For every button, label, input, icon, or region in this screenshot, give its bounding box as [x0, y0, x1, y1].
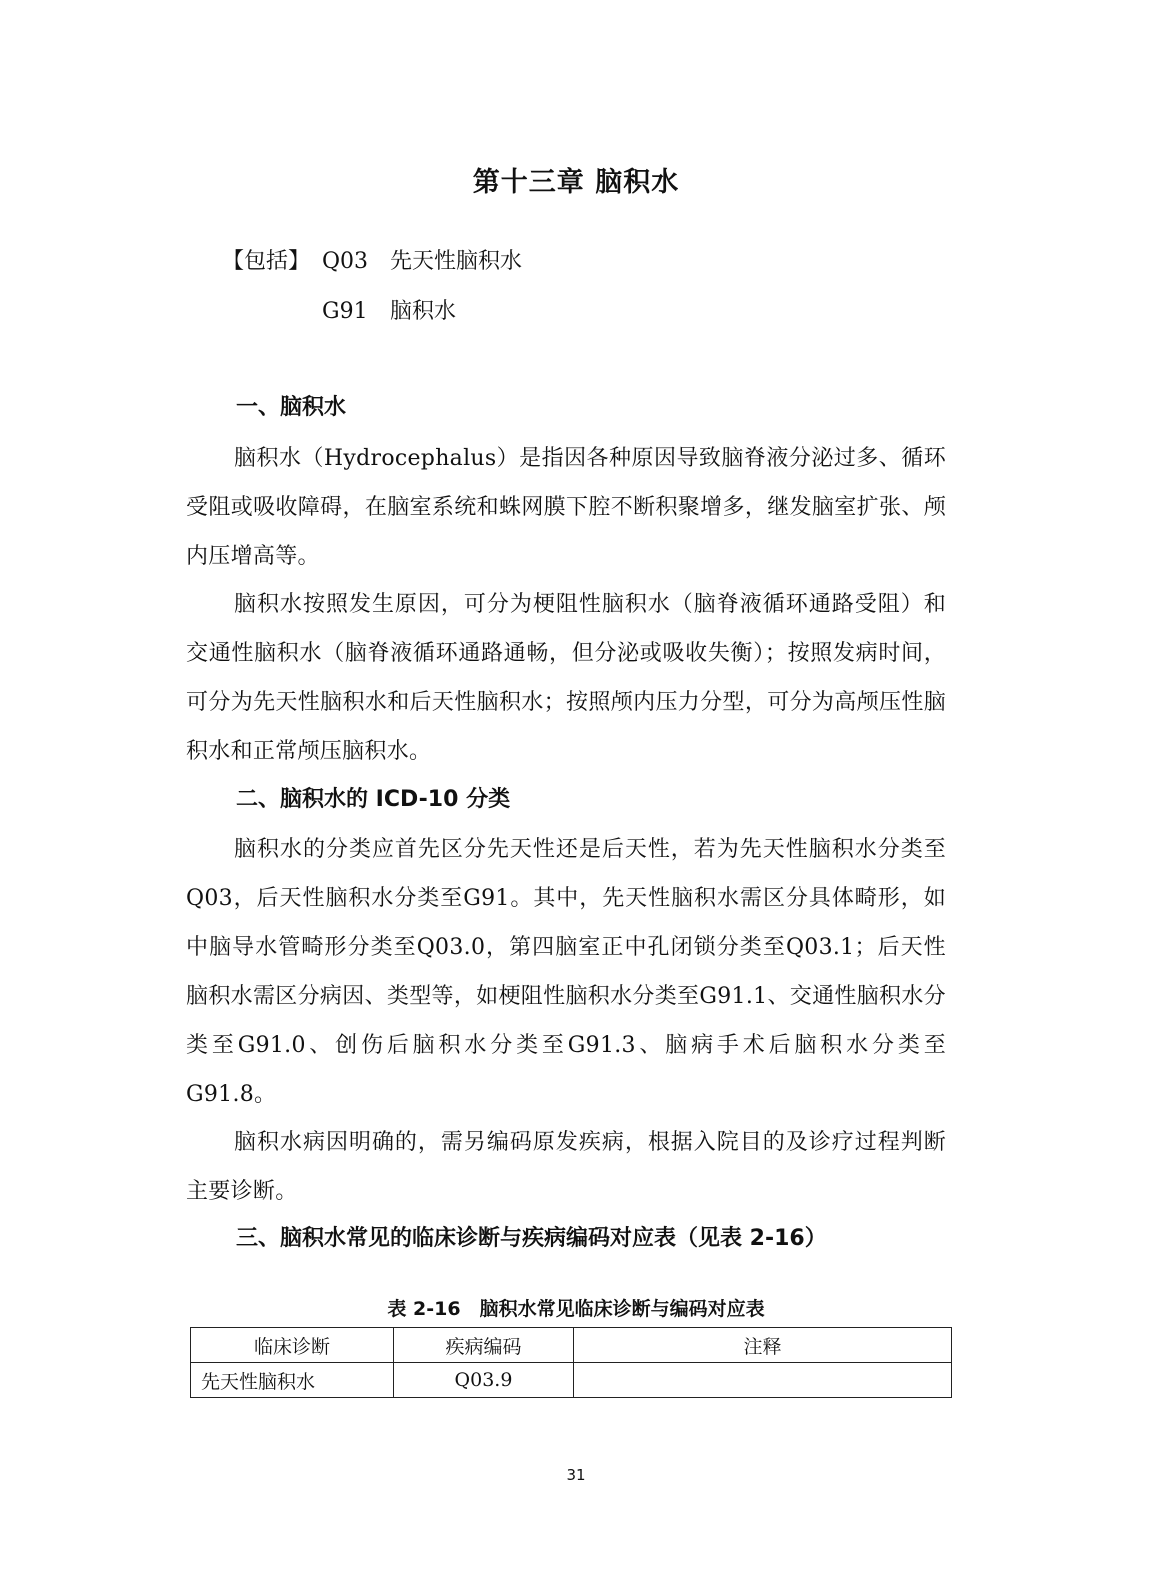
paragraph: 脑积水按照发生原因，可分为梗阻性脑积水（脑脊液循环通路受阻）和交通性脑积水（脑脊液循环通路通畅，但分泌或吸收失衡）；按照发病时间，可分为先天性脑积水和后天性脑积水；按照颅内压力分型，可分为高颅压性脑积水和正常颅压脑积水。 [186, 592, 946, 764]
cell-code: Q03.9 [394, 1363, 574, 1398]
table-row [191, 1363, 952, 1398]
diagnosis-code-table [190, 1327, 952, 1398]
chapter-title: 第十三章 脑积水 [472, 167, 680, 198]
paragraph: 脑积水病因明确的，需另编码原发疾病，根据入院目的及诊疗过程判断主要诊断。 [186, 1130, 946, 1204]
section-heading: 一、脑积水 [236, 395, 347, 420]
page-number: 31 [566, 1466, 586, 1484]
column-header-diagnosis: 临床诊断 [191, 1328, 394, 1363]
cell-note [574, 1363, 952, 1398]
cell-diagnosis: 先天性脑积水 [191, 1363, 394, 1398]
section-heading: 三、脑积水常见的临床诊断与疾病编码对应表（见表 2-16） [236, 1226, 827, 1251]
includes-label: 【包括】 [222, 249, 311, 274]
column-header-code: 疾病编码 [394, 1328, 574, 1363]
paragraph: 脑积水的分类应首先区分先天性还是后天性，若为先天性脑积水分类至Q03，后天性脑积水分类至G91。其中，先天性脑积水需区分具体畸形，如中脑导水管畸形分类至Q03.0，第四脑室正中孔闭锁分类至Q03.1；后天性脑积水需区分病因、类型等，如梗阻性脑积水分类至G91.1、交通性脑积水分类至G91.0、创伤后脑积水分类至G91.3、脑病手术后脑积水分类至G91.8。 [186, 837, 946, 1107]
table-header-row [191, 1328, 952, 1363]
section-heading: 二、脑积水的 ICD-10 分类 [236, 787, 511, 812]
includes-code: Q03 [322, 249, 369, 274]
paragraph: 脑积水（Hydrocephalus）是指因各种原因导致脑脊液分泌过多、循环受阻或吸收障碍，在脑室系统和蛛网膜下腔不断积聚增多，继发脑室扩张、颅内压增高等。 [186, 446, 946, 569]
column-header-note: 注释 [574, 1328, 952, 1363]
table-caption: 表 2-16 脑积水常见临床诊断与编码对应表 [387, 1298, 765, 1320]
includes-code: G91 [322, 299, 368, 324]
includes-name: 先天性脑积水 [390, 249, 523, 274]
includes-name: 脑积水 [390, 299, 457, 324]
